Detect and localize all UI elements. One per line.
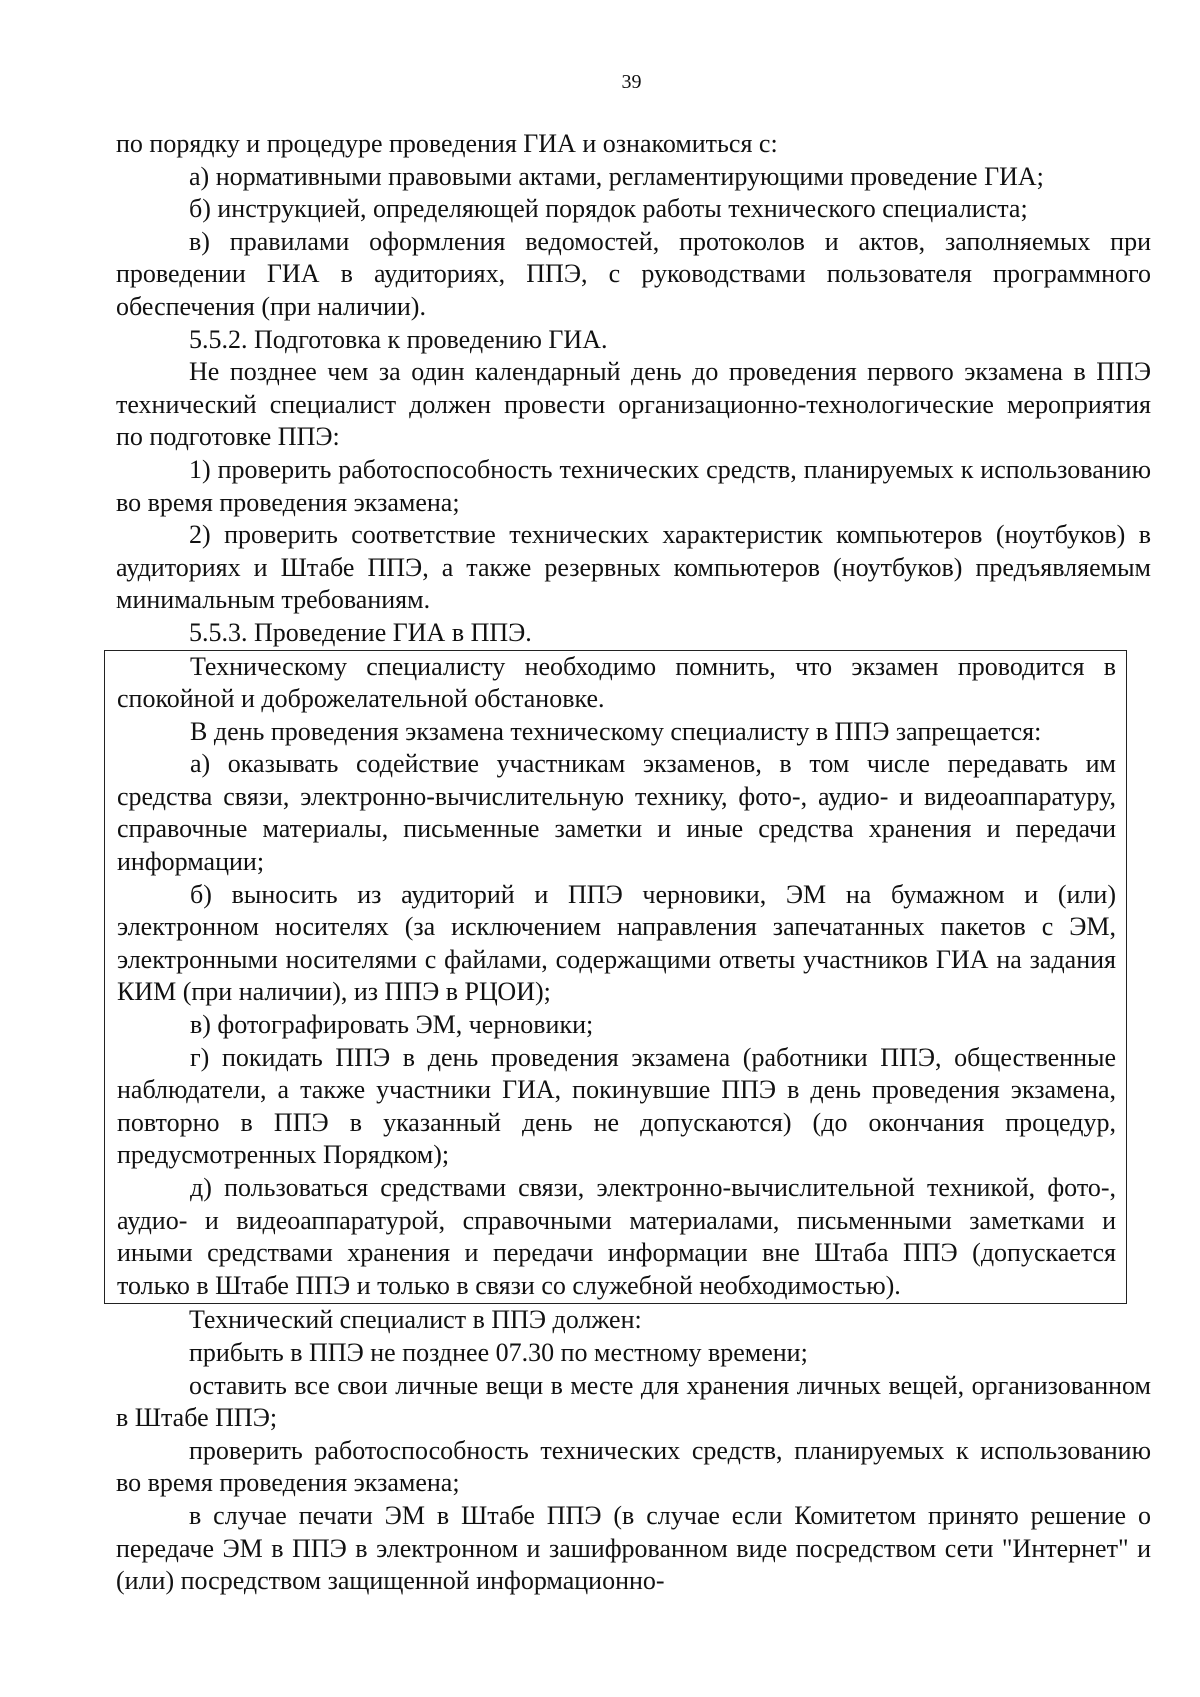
section-heading: 5.5.3. Проведение ГИА в ППЭ. — [189, 617, 532, 647]
paragraph: оставить все свои личные вещи в месте для хранения личных вещей, организованном в Штабе ППЭ; — [116, 1370, 1151, 1433]
paragraph: а) нормативными правовыми актами, регламентирующими проведение ГИА; — [189, 161, 1044, 191]
paragraph: В день проведения экзамена техническому специалисту в ППЭ запрещается: — [190, 716, 1042, 746]
paragraph: 2) проверить соответствие технических характеристик компьютеров (ноутбуков) в аудиториях и Штабе ППЭ, а также резервных компьютеров (ноутбуков) предъявляемым минимальным требованиям. — [116, 520, 1151, 615]
paragraph: Техническому специалисту необходимо помнить, что экзамен проводится в спокойной и доброжелательной обстановке. — [117, 651, 1116, 714]
document-body — [116, 128, 1151, 1598]
paragraph: Не позднее чем за один календарный день до проведения первого экзамена в ППЭ технический специалист должен провести организационно-технологические мероприятия по подготовке ППЭ: — [116, 357, 1151, 452]
paragraph: б) инструкцией, определяющей порядок работы технического специалиста; — [189, 194, 1028, 224]
paragraph: прибыть в ППЭ не позднее 07.30 по местному времени; — [189, 1337, 808, 1367]
paragraph: в случае печати ЭМ в Штабе ППЭ (в случае если Комитетом принято решение о передаче ЭМ в ППЭ в электронном и зашифрованном виде посредством сети "Интернет" и (или) посредством защищенной информационно- — [116, 1500, 1151, 1596]
paragraph: а) оказывать содействие участникам экзаменов, в том числе передавать им средства связи, электронно-вычислительную технику, фото-, аудио- и видеоаппаратуру, справочные материалы, письменные заметки и иные средства хранения и передачи информации; — [117, 749, 1116, 877]
paragraph: в) фотографировать ЭМ, черновики; — [190, 1010, 594, 1040]
section-heading: 5.5.2. Подготовка к проведению ГИА. — [189, 324, 608, 354]
paragraph: Технический специалист в ППЭ должен: — [189, 1305, 642, 1335]
paragraph: д) пользоваться средствами связи, электронно-вычислительной техникой, фото-, аудио- и видеоаппаратурой, справочными материалами, письменными заметками и иными средствами хранения и передачи информации вне Штаба ППЭ (допускается только в Штабе ППЭ и только в связи со служебной необходимостью). — [117, 1173, 1116, 1300]
paragraph: проверить работоспособность технических средств, планируемых к использованию во время проведения экзамена; — [116, 1435, 1151, 1498]
paragraph: г) покидать ППЭ в день проведения экзамена (работники ППЭ, общественные наблюдатели, а также участники ГИА, покинувшие ППЭ в день проведения экзамена, повторно в ППЭ в указанный день не допускаются) (до окончания процедур, предусмотренных Порядком); — [117, 1042, 1116, 1170]
paragraph: в) правилами оформления ведомостей, протоколов и актов, заполняемых при проведении ГИА в аудиториях, ППЭ, с руководствами пользователя программного обеспечения (при наличии). — [116, 226, 1151, 321]
paragraph: по порядку и процедуре проведения ГИА и ознакомиться с: — [116, 129, 778, 158]
page-number: 39 — [621, 71, 642, 93]
paragraph: б) выносить из аудиторий и ППЭ черновики, ЭМ на бумажном и (или) электронном носителях (за исключением направления запечатанных пакетов с ЭМ, электронными носителями с файлами, содержащими ответы участников ГИА на задания КИМ (при наличии), из ППЭ в РЦОИ); — [117, 879, 1116, 1007]
framed-notice-box — [104, 650, 1127, 1305]
paragraph: 1) проверить работоспособность технических средств, планируемых к использованию во время проведения экзамена; — [116, 454, 1151, 517]
